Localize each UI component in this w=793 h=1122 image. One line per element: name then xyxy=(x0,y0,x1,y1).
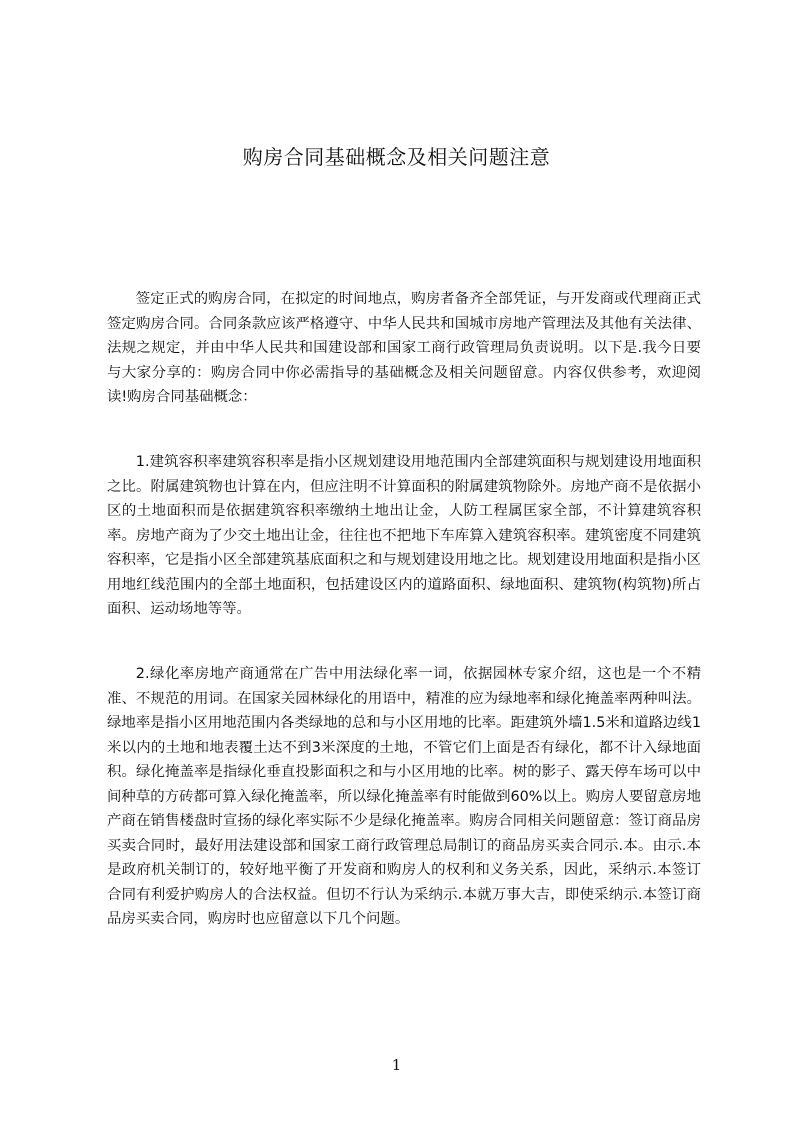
document-title: 购房合同基础概念及相关问题注意 xyxy=(242,145,551,169)
floor-area-ratio-paragraph: 1.建筑容积率建筑容积率是指小区规划建设用地范围内全部建筑面积与规划建设用地面积之比。附属建筑物也计算在内，但应注明不计算面积的附属建筑物除外。房地产商不是依据小区的土地面积而是依据建筑容积率缴纳土地出让金，人防工程属匡家全部，不计算建筑容积率。房地产商为了少交土地出让金，往往也不把地下车库算入建筑容积率。建筑密度不同建筑容积率，它是指小区全部建筑基底面积之和与规划建设用地之比。规划建设用地面积是指小区用地红线范围内的全部土地面积，包括建设区内的道路面积、绿地面积、建筑物(构筑物)所占面积、运动场地等等。 xyxy=(107,454,701,617)
intro-paragraph: 签定正式的购房合同，在拟定的时间地点，购房者备齐全部凭证，与开发商或代理商正式签定购房合同。合同条款应该严格遵守、中华人民共和国城市房地产管理法及其他有关法律、法规之规定，并由中华人民共和国建设部和国家工商行政管理局负责说明。以下是.我今日要与大家分享的：购房合同中你必需指导的基础概念及相关问题留意。内容仅供参考，欢迎阅读!购房合同基础概念： xyxy=(107,291,701,405)
page-number: 1 xyxy=(391,1056,402,1074)
green-ratio-paragraph: 2.绿化率房地产商通常在广告中用法绿化率一词，依据园林专家介绍，这也是一个不精准、不规范的用词。在国家关园林绿化的用语中，精准的应为绿地率和绿化掩盖率两种叫法。绿地率是指小区用地范围内各类绿地的总和与小区用地的比率。距建筑外墙1.5米和道路边线1米以内的土地和地表覆土达不到3米深度的土地，不管它们上面是否有绿化，都不计入绿地面积。绿化掩盖率是指绿化垂直投影面积之和与小区用地的比率。树的影子、露天停车场可以中间种草的方砖都可算入绿化掩盖率，所以绿化掩盖率有时能做到60%以上。购房人要留意房地产商在销售楼盘时宣扬的绿化率实际不少是绿化掩盖率。购房合同相关问题留意：签订商品房买卖合同时，最好用法建设部和国家工商行政管理总局制订的商品房买卖合同示.本。由示.本是政府机关制订的，较好地平衡了开发商和购房人的权利和义务关系，因此，采纳示.本签订合同有利爱护购房人的合法权益。但切不行认为采纳示.本就万事大吉，即使采纳示.本签订商品房买卖合同，购房时也应留意以下几个问题。 xyxy=(107,666,701,927)
